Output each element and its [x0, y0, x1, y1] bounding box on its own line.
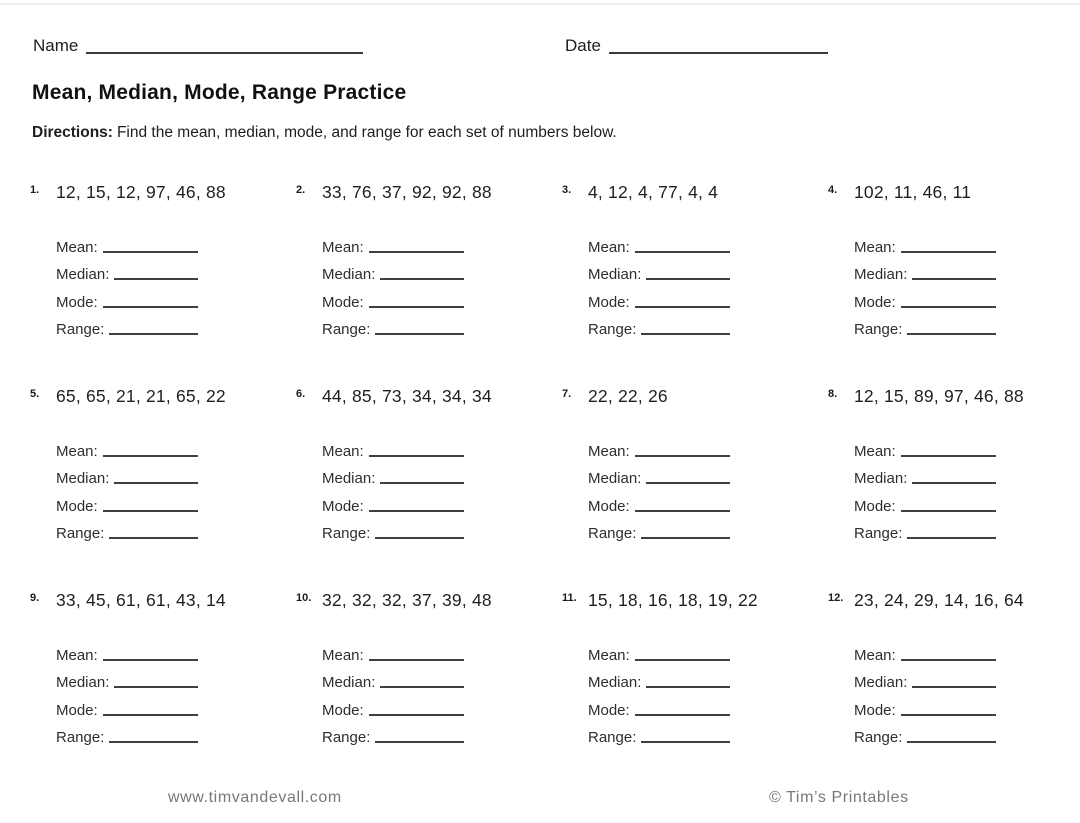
problem-head [562, 590, 828, 611]
problem-number: 1. [30, 184, 40, 196]
mode-blank-line [369, 510, 464, 512]
stat-row-mode [322, 487, 464, 514]
stat-row-median [56, 664, 198, 691]
stat-row-mean [588, 433, 730, 460]
stat-row-median [322, 664, 464, 691]
stat-row-mode [322, 691, 464, 718]
number-set: 33, 76, 37, 92, 92, 88 [322, 182, 492, 202]
mode-label: Mode: [322, 497, 364, 515]
stat-row-range [854, 311, 996, 338]
median-label: Median: [588, 266, 642, 284]
mean-label: Mean: [322, 647, 364, 665]
stat-row-mode [56, 487, 198, 514]
number-set: 4, 12, 4, 77, 4, 4 [588, 182, 719, 202]
mean-label: Mean: [588, 647, 630, 665]
stat-row-median [322, 256, 464, 283]
mean-label: Mean: [588, 239, 630, 257]
stat-row-median [588, 664, 730, 691]
problem-number: 12. [828, 592, 844, 604]
directions-text: Find the mean, median, mode, and range for each set of numbers below. [116, 124, 617, 141]
mean-label: Mean: [588, 443, 630, 461]
footer-url: www.timvandevall.com [168, 789, 342, 806]
problem-head [30, 182, 296, 203]
problem-number: 4. [828, 184, 838, 196]
stat-row-mean [588, 637, 730, 664]
stat-row-range [322, 515, 464, 542]
stat-row-range [854, 515, 996, 542]
median-label: Median: [56, 674, 110, 692]
name-field [33, 36, 363, 56]
problem-number: 8. [828, 388, 838, 400]
median-blank-line [646, 278, 730, 280]
mean-blank-line [103, 251, 198, 253]
mode-label: Mode: [588, 293, 630, 311]
number-set: 102, 11, 46, 11 [854, 182, 972, 202]
problem-card [828, 386, 1080, 590]
mode-label: Mode: [56, 701, 98, 719]
mean-blank-line [901, 659, 996, 661]
date-field [565, 36, 828, 56]
range-blank-line [109, 741, 198, 743]
stat-row-mode [588, 283, 730, 310]
median-label: Median: [322, 674, 376, 692]
mean-blank-line [635, 659, 730, 661]
number-set: 32, 32, 32, 37, 39, 48 [322, 590, 492, 610]
problem-number: 11. [562, 592, 577, 604]
mode-blank-line [103, 510, 198, 512]
mode-label: Mode: [322, 701, 364, 719]
mode-blank-line [901, 714, 996, 716]
stat-row-range [588, 311, 730, 338]
stats-block [854, 637, 996, 746]
stat-row-range [322, 719, 464, 746]
mean-blank-line [635, 251, 730, 253]
problem-number: 2. [296, 184, 306, 196]
problem-card [562, 182, 828, 386]
stat-row-mode [854, 691, 996, 718]
mean-label: Mean: [322, 239, 364, 257]
stat-row-range [588, 515, 730, 542]
median-blank-line [114, 482, 198, 484]
mean-label: Mean: [854, 647, 896, 665]
stat-row-median [56, 256, 198, 283]
stats-block [854, 433, 996, 542]
mean-blank-line [901, 251, 996, 253]
mean-blank-line [635, 455, 730, 457]
problem-card [296, 386, 562, 590]
number-set: 23, 24, 29, 14, 16, 64 [854, 590, 1024, 610]
range-label: Range: [854, 728, 903, 746]
problem-number: 10. [296, 592, 312, 604]
range-blank-line [375, 741, 464, 743]
stat-row-range [322, 311, 464, 338]
problem-head [828, 386, 1080, 407]
mode-label: Mode: [56, 497, 98, 515]
problem-number: 6. [296, 388, 306, 400]
date-label: Date [565, 36, 601, 55]
directions [32, 124, 617, 142]
range-label: Range: [56, 524, 105, 542]
median-label: Median: [322, 266, 376, 284]
range-blank-line [109, 333, 198, 335]
problem-number: 9. [30, 592, 40, 604]
median-label: Median: [854, 470, 908, 488]
stats-block [322, 229, 464, 338]
stat-row-mean [322, 637, 464, 664]
median-blank-line [114, 278, 198, 280]
stat-row-mean [56, 229, 198, 256]
mode-label: Mode: [322, 293, 364, 311]
stat-row-median [322, 460, 464, 487]
stats-block [56, 433, 198, 542]
problem-card [562, 386, 828, 590]
mode-label: Mode: [854, 293, 896, 311]
mode-blank-line [103, 306, 198, 308]
range-blank-line [907, 537, 996, 539]
mode-blank-line [635, 306, 730, 308]
problems-grid [30, 182, 1080, 794]
stats-block [588, 433, 730, 542]
median-blank-line [380, 482, 464, 484]
mean-label: Mean: [56, 443, 98, 461]
stat-row-mean [56, 637, 198, 664]
stats-block [854, 229, 996, 338]
mean-blank-line [369, 659, 464, 661]
stat-row-median [854, 460, 996, 487]
stat-row-range [56, 311, 198, 338]
mean-label: Mean: [56, 239, 98, 257]
range-label: Range: [588, 320, 637, 338]
stat-row-range [854, 719, 996, 746]
problem-card [828, 590, 1080, 794]
problem-card [562, 590, 828, 794]
stat-row-median [56, 460, 198, 487]
range-blank-line [641, 741, 730, 743]
stat-row-mean [56, 433, 198, 460]
mode-blank-line [635, 510, 730, 512]
median-blank-line [646, 686, 730, 688]
mean-blank-line [103, 659, 198, 661]
stats-block [588, 229, 730, 338]
range-blank-line [907, 333, 996, 335]
median-label: Median: [854, 674, 908, 692]
range-label: Range: [322, 524, 371, 542]
problem-head [828, 590, 1080, 611]
problem-head [562, 386, 828, 407]
stat-row-median [854, 256, 996, 283]
stat-row-median [588, 460, 730, 487]
stat-row-mean [854, 229, 996, 256]
problem-head [30, 590, 296, 611]
mode-label: Mode: [56, 293, 98, 311]
name-label: Name [33, 36, 79, 55]
stats-block [322, 433, 464, 542]
stat-row-mean [588, 229, 730, 256]
range-blank-line [375, 537, 464, 539]
range-label: Range: [854, 524, 903, 542]
number-set: 33, 45, 61, 61, 43, 14 [56, 590, 226, 610]
stat-row-mean [322, 229, 464, 256]
stat-row-mode [588, 487, 730, 514]
median-label: Median: [854, 266, 908, 284]
number-set: 44, 85, 73, 34, 34, 34 [322, 386, 492, 406]
stats-block [56, 637, 198, 746]
range-label: Range: [322, 728, 371, 746]
stat-row-mean [854, 433, 996, 460]
mode-blank-line [369, 714, 464, 716]
mean-blank-line [901, 455, 996, 457]
problem-number: 7. [562, 388, 572, 400]
stat-row-mode [854, 487, 996, 514]
range-label: Range: [56, 320, 105, 338]
stat-row-mode [854, 283, 996, 310]
problem-head [828, 182, 1080, 203]
mode-label: Mode: [854, 497, 896, 515]
median-blank-line [912, 686, 996, 688]
stats-block [322, 637, 464, 746]
stat-row-range [56, 719, 198, 746]
median-label: Median: [588, 470, 642, 488]
median-blank-line [912, 278, 996, 280]
range-label: Range: [56, 728, 105, 746]
mode-blank-line [901, 306, 996, 308]
mode-blank-line [635, 714, 730, 716]
problem-card [296, 590, 562, 794]
stat-row-range [588, 719, 730, 746]
range-label: Range: [588, 524, 637, 542]
stats-block [588, 637, 730, 746]
problem-card [828, 182, 1080, 386]
mean-blank-line [369, 455, 464, 457]
range-label: Range: [588, 728, 637, 746]
stats-block [56, 229, 198, 338]
problem-card [30, 386, 296, 590]
mode-blank-line [901, 510, 996, 512]
stat-row-median [854, 664, 996, 691]
problem-head [296, 182, 562, 203]
range-blank-line [907, 741, 996, 743]
problem-card [30, 590, 296, 794]
problem-head [30, 386, 296, 407]
number-set: 22, 22, 26 [588, 386, 668, 406]
mean-label: Mean: [854, 443, 896, 461]
problem-number: 5. [30, 388, 40, 400]
number-set: 65, 65, 21, 21, 65, 22 [56, 386, 226, 406]
median-blank-line [912, 482, 996, 484]
date-blank-line [609, 52, 828, 54]
median-label: Median: [56, 470, 110, 488]
problem-head [296, 590, 562, 611]
median-blank-line [380, 686, 464, 688]
range-blank-line [641, 333, 730, 335]
mode-blank-line [369, 306, 464, 308]
range-blank-line [375, 333, 464, 335]
stat-row-mode [56, 283, 198, 310]
stat-row-mode [588, 691, 730, 718]
stat-row-mean [854, 637, 996, 664]
range-label: Range: [322, 320, 371, 338]
mean-label: Mean: [56, 647, 98, 665]
problem-head [562, 182, 828, 203]
name-blank-line [86, 52, 363, 54]
stat-row-median [588, 256, 730, 283]
top-divider [0, 3, 1080, 5]
median-blank-line [380, 278, 464, 280]
median-blank-line [646, 482, 730, 484]
number-set: 12, 15, 89, 97, 46, 88 [854, 386, 1024, 406]
mean-blank-line [103, 455, 198, 457]
mode-label: Mode: [854, 701, 896, 719]
mode-blank-line [103, 714, 198, 716]
mean-label: Mean: [322, 443, 364, 461]
stat-row-range [56, 515, 198, 542]
mode-label: Mode: [588, 701, 630, 719]
range-label: Range: [854, 320, 903, 338]
median-blank-line [114, 686, 198, 688]
range-blank-line [109, 537, 198, 539]
median-label: Median: [322, 470, 376, 488]
mean-label: Mean: [854, 239, 896, 257]
mode-label: Mode: [588, 497, 630, 515]
stat-row-mode [56, 691, 198, 718]
stat-row-mode [322, 283, 464, 310]
problem-number: 3. [562, 184, 572, 196]
number-set: 15, 18, 16, 18, 19, 22 [588, 590, 758, 610]
stat-row-mean [322, 433, 464, 460]
directions-label: Directions: [32, 124, 113, 141]
median-label: Median: [588, 674, 642, 692]
number-set: 12, 15, 12, 97, 46, 88 [56, 182, 226, 202]
problem-card [296, 182, 562, 386]
range-blank-line [641, 537, 730, 539]
mean-blank-line [369, 251, 464, 253]
footer-copyright: © Tim’s Printables [769, 789, 909, 806]
page-title: Mean, Median, Mode, Range Practice [32, 81, 407, 104]
problem-head [296, 386, 562, 407]
median-label: Median: [56, 266, 110, 284]
problem-card [30, 182, 296, 386]
